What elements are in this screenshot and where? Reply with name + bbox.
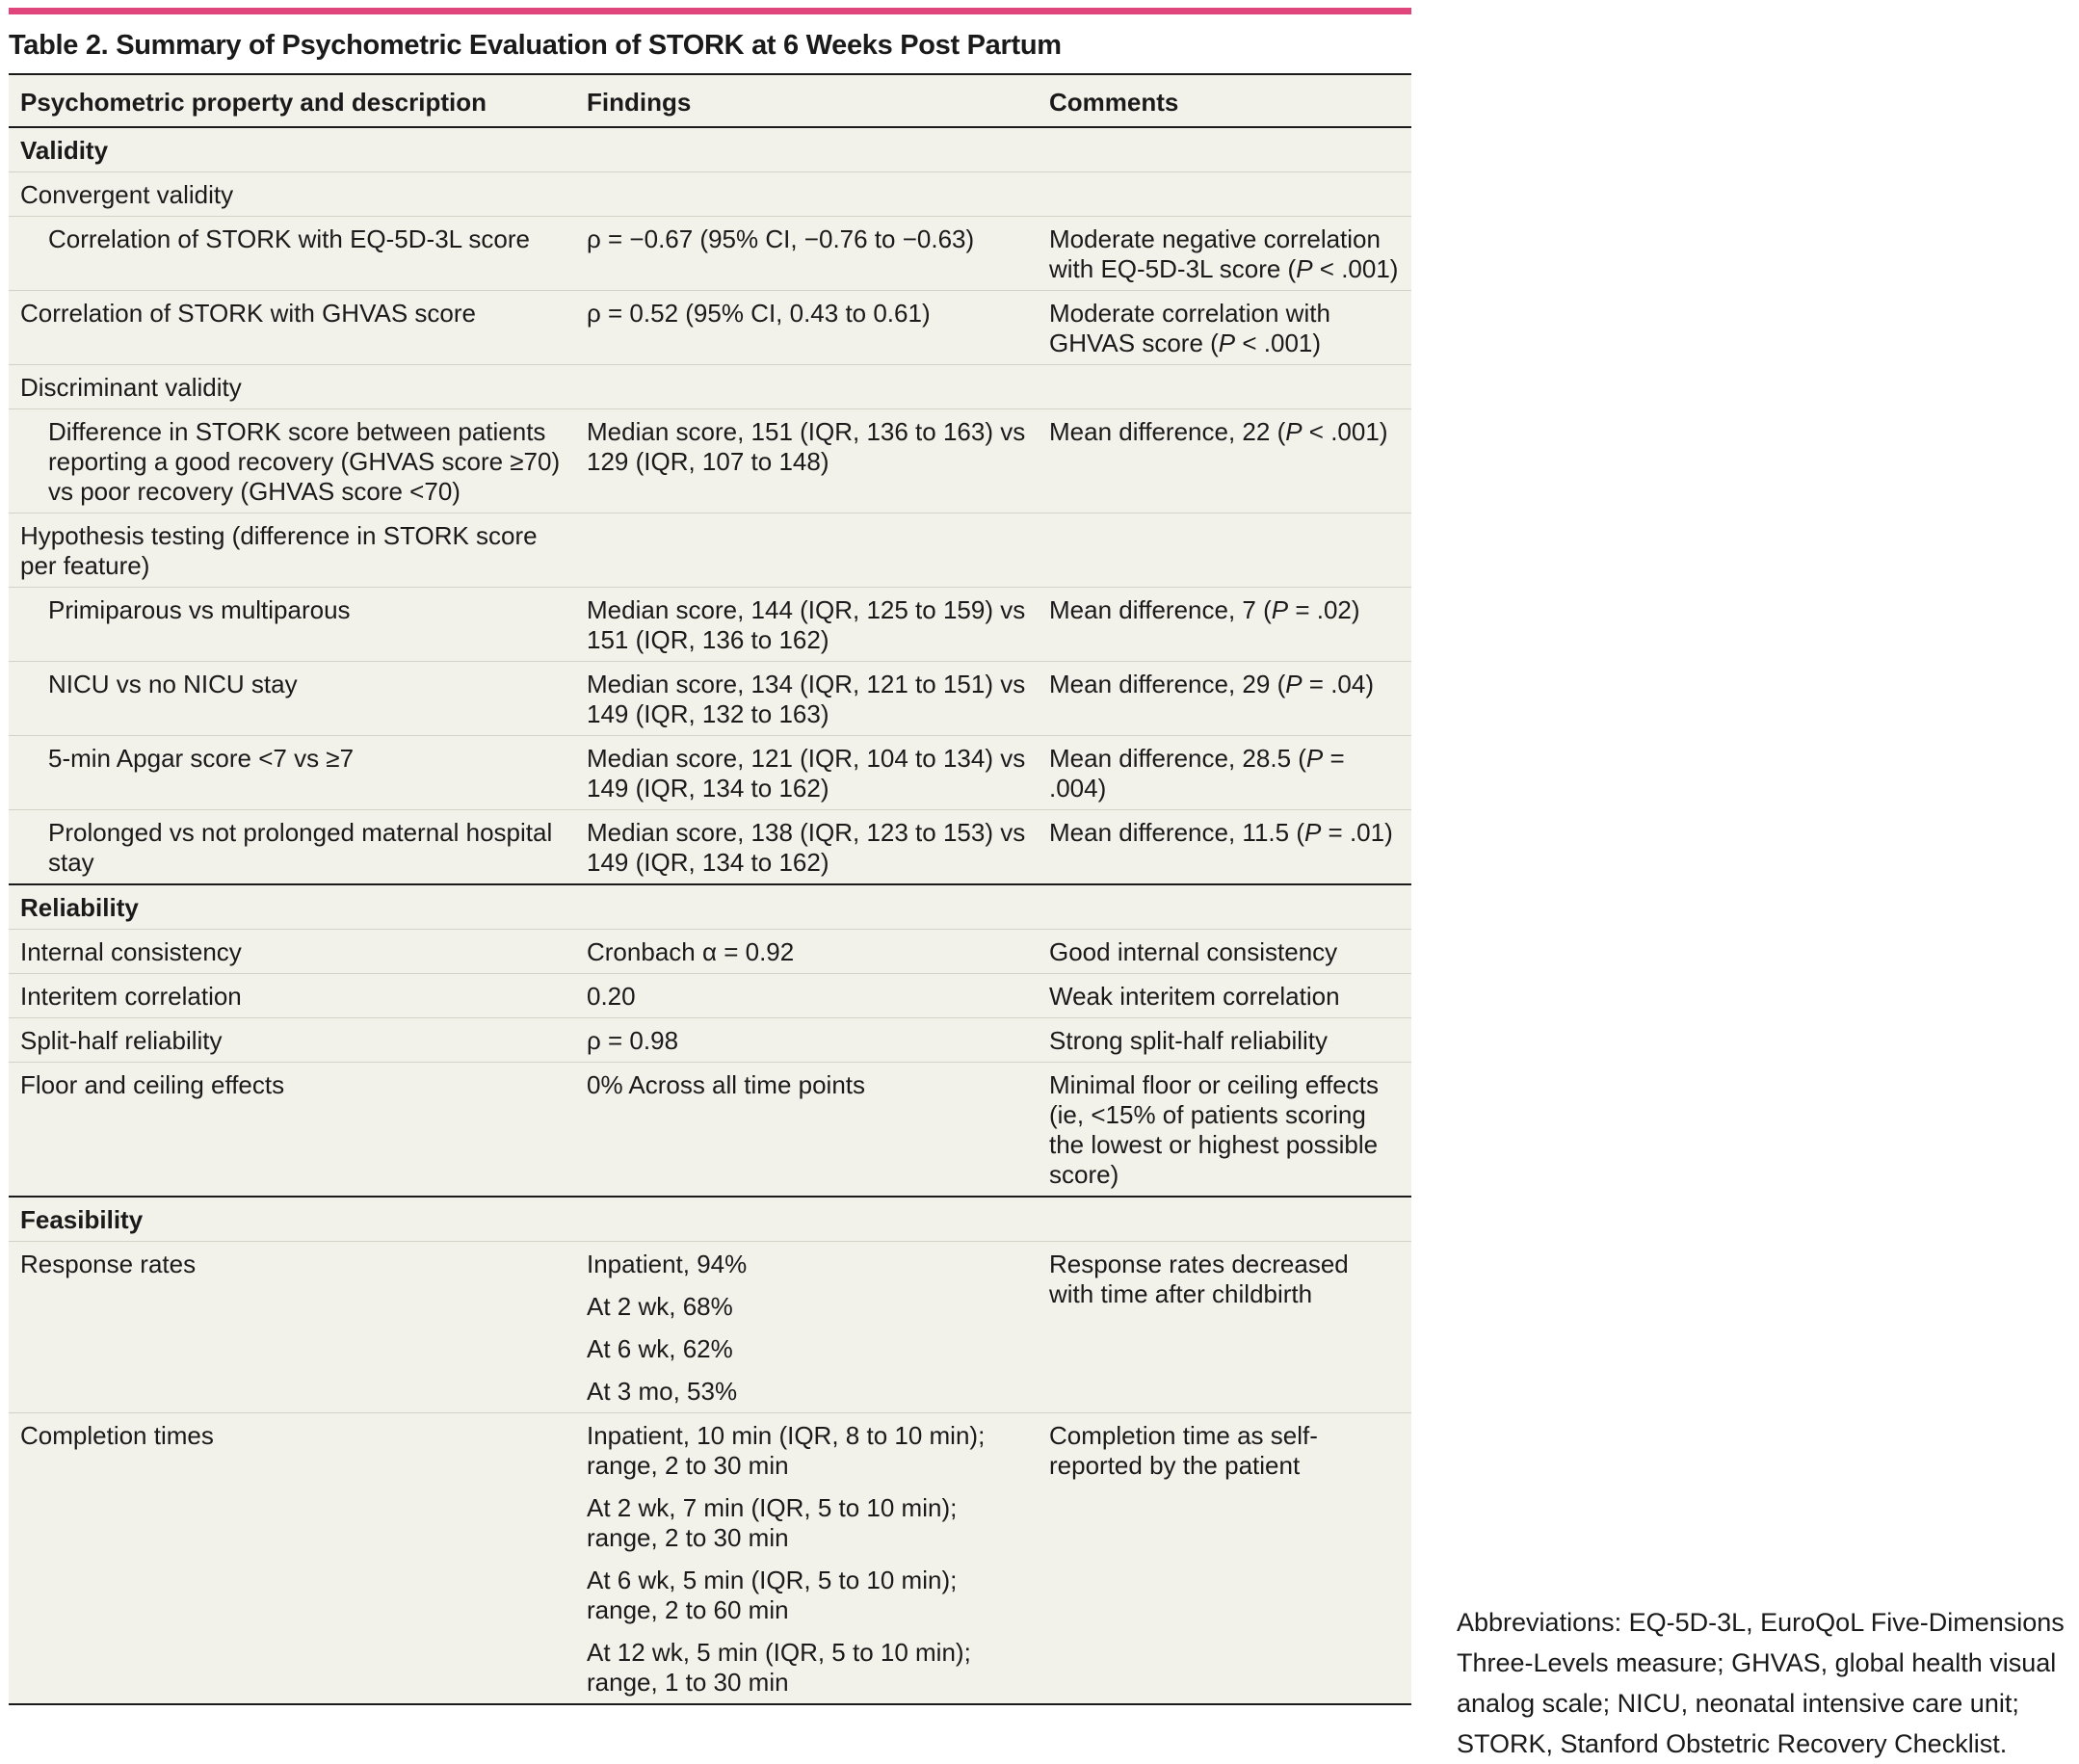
table-row [9, 291, 1411, 365]
comments-cell: Mean difference, 7 (P = .02) [1038, 588, 1411, 662]
subsection-label: Convergent validity [9, 172, 1411, 217]
table-row [9, 1413, 1411, 1705]
property-cell: Floor and ceiling effects [9, 1063, 575, 1198]
table-row [9, 930, 1411, 974]
findings-line: Inpatient, 10 min (IQR, 8 to 10 min); range, 2 to 30 min [587, 1421, 986, 1480]
table-row [9, 662, 1411, 736]
table-row [9, 1242, 1411, 1413]
findings-cell: ρ = 0.52 (95% CI, 0.43 to 0.61) [575, 291, 1038, 365]
property-cell: Split-half reliability [9, 1018, 575, 1063]
comments-cell: Moderate negative correlation with EQ-5D-3L score (P < .001) [1038, 217, 1411, 291]
comments-cell: Response rates decreased with time after childbirth [1038, 1242, 1411, 1413]
table-row [9, 736, 1411, 810]
comments-cell: Mean difference, 28.5 (P = .004) [1038, 736, 1411, 810]
table-title: Table 2. Summary of Psychometric Evaluation of STORK at 6 Weeks Post Partum [9, 30, 1062, 61]
findings-cell [575, 1413, 1038, 1705]
section-row-reliability [9, 884, 1411, 930]
table-row [9, 409, 1411, 513]
subsection-row [9, 172, 1411, 217]
findings-cell: Cronbach α = 0.92 [575, 930, 1038, 974]
subsection-label: Discriminant validity [9, 365, 1411, 409]
findings-line: At 3 mo, 53% [587, 1377, 738, 1406]
findings-cell: ρ = −0.67 (95% CI, −0.76 to −0.63) [575, 217, 1038, 291]
findings-cell [575, 1242, 1038, 1413]
header-comments: Comments [1038, 74, 1411, 127]
property-cell: Prolonged vs not prolonged maternal hospital stay [9, 810, 575, 885]
property-cell: Primiparous vs multiparous [9, 588, 575, 662]
findings-line: At 2 wk, 7 min (IQR, 5 to 10 min); range, 2 to 30 min [587, 1493, 958, 1552]
property-cell: Interitem correlation [9, 974, 575, 1018]
abbreviations-footnote: Abbreviations: EQ-5D-3L, EuroQoL Five-Dimensions Three-Levels measure; GHVAS, global health visual analog scale; NICU, neonatal intensive care unit; STORK, Stanford Obstetric Recovery Checklist. [1457, 1608, 2065, 1758]
property-cell: 5-min Apgar score <7 vs ≥7 [9, 736, 575, 810]
comments-cell: Good internal consistency [1038, 930, 1411, 974]
property-cell: Completion times [9, 1413, 575, 1705]
header-property: Psychometric property and description [9, 74, 575, 127]
findings-cell: Median score, 134 (IQR, 121 to 151) vs 149 (IQR, 132 to 163) [575, 662, 1038, 736]
findings-cell: 0.20 [575, 974, 1038, 1018]
table-row [9, 810, 1411, 885]
table-row [9, 1063, 1411, 1198]
comments-cell: Strong split-half reliability [1038, 1018, 1411, 1063]
findings-cell: Median score, 121 (IQR, 104 to 134) vs 149 (IQR, 134 to 162) [575, 736, 1038, 810]
findings-line: At 6 wk, 62% [587, 1334, 733, 1363]
findings-cell: 0% Across all time points [575, 1063, 1038, 1198]
section-row-validity [9, 127, 1411, 172]
section-label: Reliability [9, 884, 1411, 930]
comments-cell: Mean difference, 11.5 (P = .01) [1038, 810, 1411, 885]
comments-cell: Completion time as self-reported by the patient [1038, 1413, 1411, 1705]
findings-line: At 2 wk, 68% [587, 1292, 733, 1321]
section-row-feasibility [9, 1197, 1411, 1242]
subsection-row [9, 513, 1411, 588]
comments-cell: Moderate correlation with GHVAS score (P < .001) [1038, 291, 1411, 365]
table-row [9, 588, 1411, 662]
findings-cell: Median score, 151 (IQR, 136 to 163) vs 129 (IQR, 107 to 148) [575, 409, 1038, 513]
table-row [9, 1018, 1411, 1063]
property-cell: NICU vs no NICU stay [9, 662, 575, 736]
findings-line: At 6 wk, 5 min (IQR, 5 to 10 min); range, 2 to 60 min [587, 1566, 958, 1624]
section-label: Feasibility [9, 1197, 1411, 1242]
property-cell: Difference in STORK score between patients reporting a good recovery (GHVAS score ≥70) vs poor recovery (GHVAS score <70) [9, 409, 575, 513]
header-findings: Findings [575, 74, 1038, 127]
table-container [9, 8, 1411, 1705]
accent-bar [9, 8, 1411, 14]
subsection-row [9, 365, 1411, 409]
comments-cell: Weak interitem correlation [1038, 974, 1411, 1018]
subsection-label: Hypothesis testing (difference in STORK score per feature) [9, 513, 575, 588]
findings-line: Inpatient, 94% [587, 1250, 748, 1278]
header-row [9, 74, 1411, 127]
table-row [9, 217, 1411, 291]
property-cell: Response rates [9, 1242, 575, 1413]
section-label: Validity [20, 136, 109, 165]
table-row [9, 974, 1411, 1018]
findings-cell: ρ = 0.98 [575, 1018, 1038, 1063]
property-cell: Correlation of STORK with GHVAS score [9, 291, 575, 365]
property-cell: Correlation of STORK with EQ-5D-3L score [9, 217, 575, 291]
findings-cell: Median score, 138 (IQR, 123 to 153) vs 149 (IQR, 134 to 162) [575, 810, 1038, 885]
psychometric-table [9, 73, 1411, 1705]
comments-cell: Mean difference, 22 (P < .001) [1038, 409, 1411, 513]
comments-cell: Minimal floor or ceiling effects (ie, <15% of patients scoring the lowest or highest possible score) [1038, 1063, 1411, 1198]
property-cell: Internal consistency [9, 930, 575, 974]
comments-cell: Mean difference, 29 (P = .04) [1038, 662, 1411, 736]
findings-line: At 12 wk, 5 min (IQR, 5 to 10 min); range, 1 to 30 min [587, 1638, 971, 1697]
findings-cell: Median score, 144 (IQR, 125 to 159) vs 151 (IQR, 136 to 162) [575, 588, 1038, 662]
